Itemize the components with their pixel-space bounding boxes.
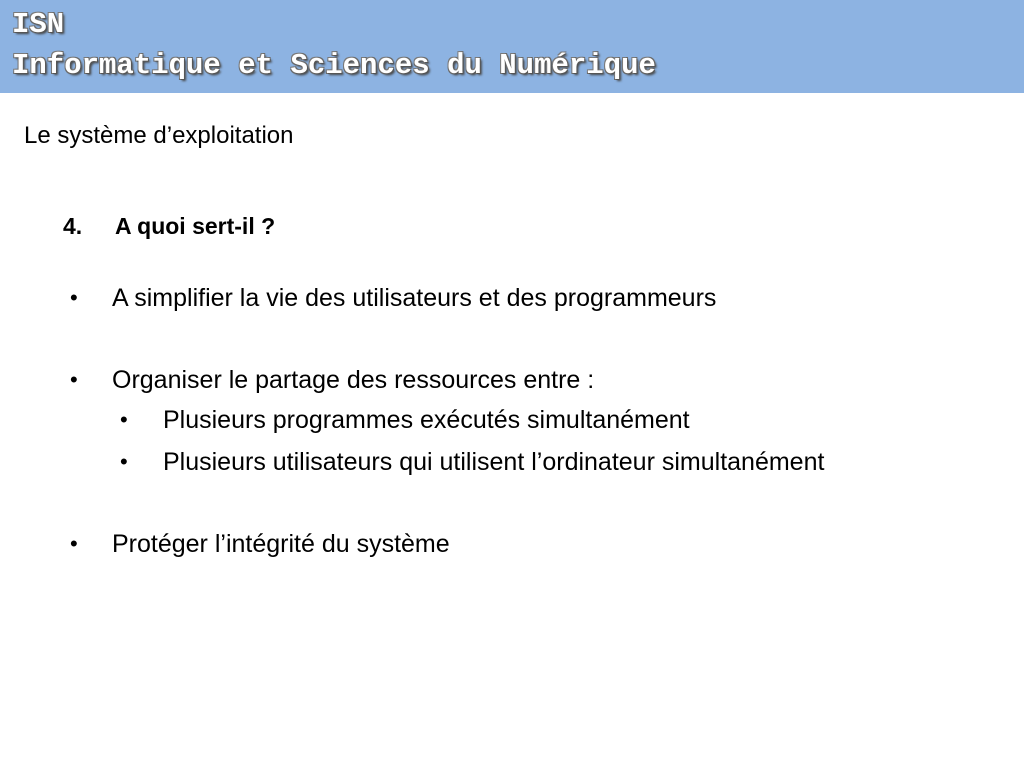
sub-bullet-text: Plusieurs utilisateurs qui utilisent l’ordinateur simultanément [163,448,825,476]
header-subtitle: Informatique et Sciences du Numérique [12,49,656,82]
bullet-icon: • [70,285,78,310]
bullet-icon: • [70,367,78,392]
header-banner [0,0,1024,93]
header-title: ISN [12,8,65,41]
bullet-text: Protéger l’intégrité du système [112,530,450,558]
heading-text: A quoi sert-il ? [115,213,276,239]
numbered-heading [63,211,275,241]
bullet-icon: • [70,531,78,556]
heading-number: 4. [63,213,83,239]
bullet-text: Organiser le partage des ressources entre : [112,366,595,394]
bullet-icon: • [120,407,128,432]
section-title: Le système d’exploitation [24,122,294,149]
bullet-text: A simplifier la vie des utilisateurs et des programmeurs [112,284,717,312]
sub-bullet-text: Plusieurs programmes exécutés simultanément [163,406,690,434]
bullet-icon: • [120,449,128,474]
